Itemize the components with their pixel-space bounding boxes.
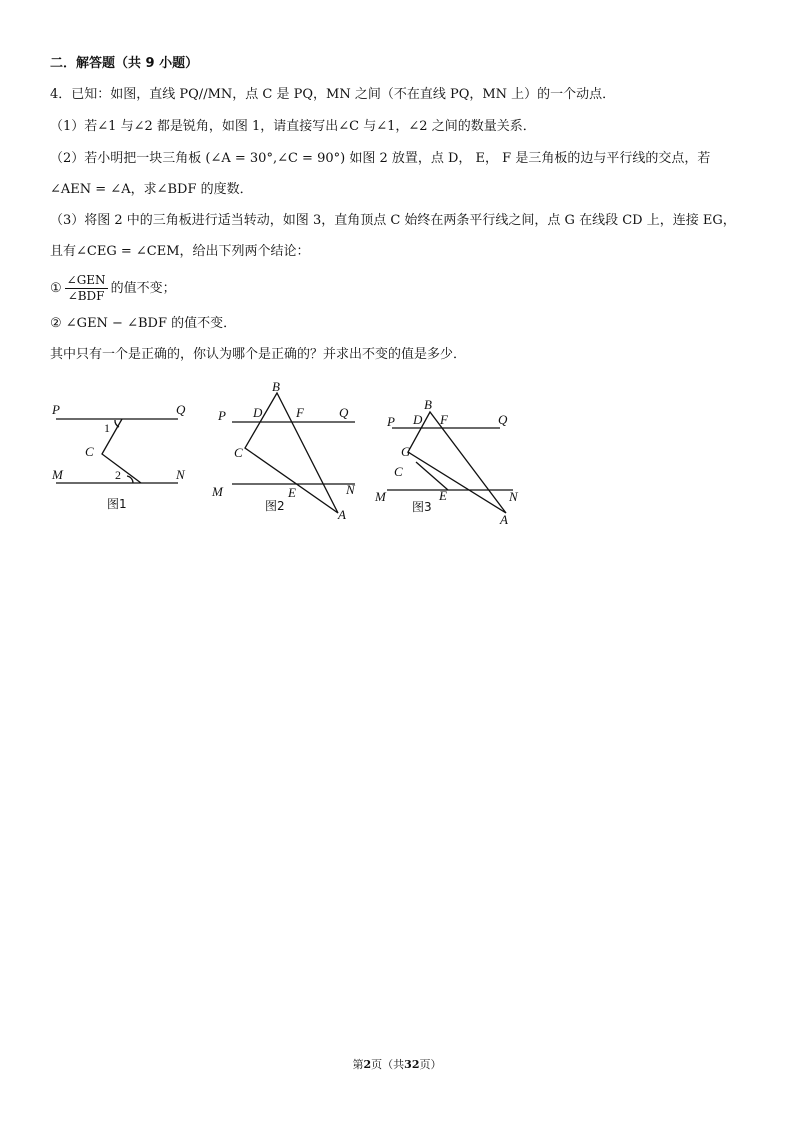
fig2-label-e: E	[288, 485, 296, 500]
page-footer	[0, 1056, 794, 1072]
fig2-label-c: C	[234, 445, 243, 460]
conclusion-1-marker: ①	[50, 281, 62, 296]
fig2-label-n: N	[346, 482, 355, 497]
fig3-label-g: G	[401, 444, 411, 459]
fig2-label-q: Q	[339, 405, 349, 420]
section-title: 二．解答题（共 9 小题）	[50, 56, 199, 71]
conclusion-2: ② ∠GEN − ∠BDF 的值不变．	[50, 316, 237, 331]
fig2-label-f: F	[296, 405, 304, 420]
fig1-label-q: Q	[176, 402, 186, 417]
footer-suffix: 页）	[419, 1058, 442, 1071]
fig3-label-b: B	[424, 397, 432, 412]
problem-part-3-line-2: 且有∠CEG = ∠CEM，给出下列两个结论：	[50, 244, 310, 259]
fig1-label-c: C	[85, 444, 94, 459]
fig3-label-m: M	[375, 489, 386, 504]
conclusion-1	[50, 272, 176, 306]
fig1-angle-1-arc	[115, 420, 119, 427]
footer-total-pages: 32	[404, 1058, 420, 1071]
fig3-label-c: C	[394, 464, 403, 479]
fig2-label-m: M	[212, 484, 223, 499]
fig1-label-p: P	[52, 402, 60, 417]
fig1-caption: 图1	[107, 497, 127, 511]
problem-part-1: （1）若∠1 与∠2 都是锐角，如图 1，请直接写出∠C 与∠1，∠2 之间的数量关系．	[50, 119, 536, 134]
fig3-label-a: A	[500, 512, 508, 527]
problem-part-2-line-2: ∠AEN = ∠A，求∠BDF 的度数．	[50, 182, 253, 197]
fig3-label-e: E	[439, 488, 447, 503]
fig2-label-d: D	[253, 405, 263, 420]
fig3-caption: 图3	[412, 500, 432, 514]
footer-middle: 页（共	[371, 1058, 405, 1071]
fig1-label-m: M	[52, 467, 63, 482]
fig3-label-p: P	[387, 414, 395, 429]
problem-part-3-line-1: （3）将图 2 中的三角板进行适当转动，如图 3，直角顶点 C 始终在两条平行线之间，点 G 在线段 CD 上，连接 EG，	[50, 213, 736, 228]
problem-part-2-line-1: （2）若小明把一块三角板 (∠A = 30°,∠C = 90°) 如图 2 放置，点 D， E， F 是三角板的边与平行线的交点，若	[50, 151, 711, 166]
fig1-label-angle-1: 1	[104, 421, 110, 435]
fig2-label-a: A	[338, 507, 346, 522]
fig2-caption: 图2	[265, 499, 285, 513]
fraction-denominator: ∠BDF	[67, 289, 105, 303]
fig3-label-f: F	[440, 412, 448, 427]
fig2-label-p: P	[218, 408, 226, 423]
fig2-label-b: B	[272, 380, 280, 394]
fig1-label-n: N	[176, 467, 185, 482]
fig3-triangle	[408, 412, 506, 513]
conclusion-1-fraction	[65, 273, 108, 304]
footer-page-number: 2	[363, 1058, 372, 1071]
fig3-label-n: N	[509, 489, 518, 504]
fig3-label-d: D	[413, 412, 423, 427]
figures-group	[40, 380, 540, 530]
fig1-label-angle-2: 2	[115, 468, 121, 482]
problem-stem: 4．已知：如图，直线 PQ//MN，点 C 是 PQ，MN 之间（不在直线 PQ，MN 上）的一个动点．	[50, 87, 616, 102]
fig3-label-q: Q	[498, 412, 508, 427]
footer-prefix: 第	[352, 1058, 364, 1071]
conclusion-1-suffix: 的值不变；	[110, 281, 176, 296]
fraction-numerator: ∠GEN	[66, 273, 106, 287]
problem-question: 其中只有一个是正确的，你认为哪个是正确的？并求出不变的值是多少．	[50, 347, 467, 362]
